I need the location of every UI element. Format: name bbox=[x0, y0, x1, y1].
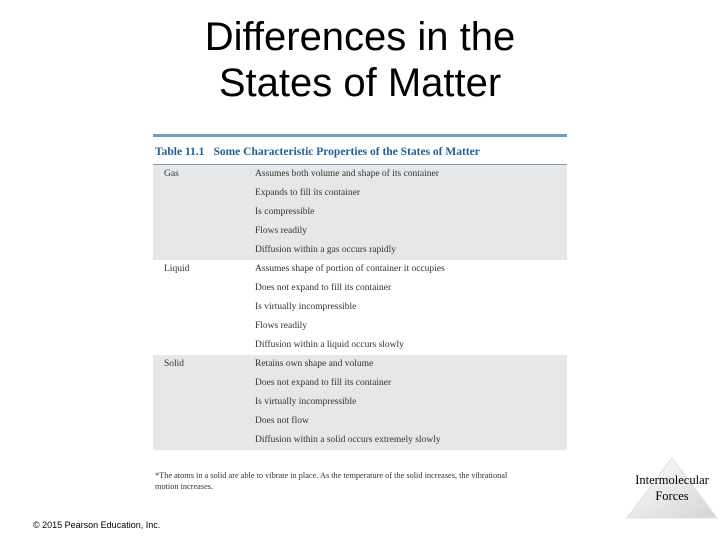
table-row-solid bbox=[153, 355, 567, 450]
table-caption bbox=[155, 146, 567, 158]
property-item: Flows readily bbox=[255, 226, 307, 236]
footnote-line-2: motion increases. bbox=[155, 482, 214, 491]
property-item: Diffusion within a gas occurs rapidly bbox=[255, 245, 396, 255]
property-item: Expands to fill its container bbox=[255, 188, 361, 198]
property-item: Is compressible bbox=[255, 207, 315, 217]
state-label: Liquid bbox=[164, 264, 190, 274]
property-item: Assumes both volume and shape of its container bbox=[255, 169, 439, 179]
property-item: Flows readily bbox=[255, 321, 307, 331]
copyright-notice: © 2015 Pearson Education, Inc. bbox=[33, 520, 161, 530]
table-top-rule bbox=[153, 134, 567, 137]
property-item: Retains own shape and volume bbox=[255, 359, 374, 369]
section-tag-line-1: Intermolecular bbox=[635, 473, 709, 487]
slide-title bbox=[120, 14, 600, 106]
section-tag-label bbox=[626, 472, 718, 504]
property-item: Does not flow bbox=[255, 416, 309, 426]
property-item: Is virtually incompressible bbox=[255, 397, 357, 407]
property-item: Does not expand to fill its container bbox=[255, 283, 392, 293]
slide-title-line-2: States of Matter bbox=[218, 61, 502, 105]
property-item: Diffusion within a solid occurs extremely slowly bbox=[255, 435, 441, 445]
table-row-liquid bbox=[153, 260, 567, 355]
table-number: Table 11.1 bbox=[155, 146, 205, 158]
table-row-gas bbox=[153, 165, 567, 260]
slide-title-line-1: Differences in the bbox=[204, 15, 516, 59]
state-label: Solid bbox=[164, 359, 185, 369]
section-tag bbox=[626, 457, 718, 519]
footnote-line-1: *The atoms in a solid are able to vibrate in place. As the temperature of the solid increases, the vibrational bbox=[155, 471, 508, 480]
property-item: Diffusion within a liquid occurs slowly bbox=[255, 340, 404, 350]
state-label: Gas bbox=[164, 169, 179, 179]
property-item: Is virtually incompressible bbox=[255, 302, 357, 312]
properties-table bbox=[153, 134, 567, 494]
property-item: Assumes shape of portion of container it occupies bbox=[255, 264, 445, 274]
section-tag-line-2: Forces bbox=[655, 489, 689, 503]
table-title: Some Characteristic Properties of the States of Matter bbox=[213, 146, 480, 158]
table-footnote bbox=[155, 470, 567, 492]
property-item: Does not expand to fill its container bbox=[255, 378, 392, 388]
